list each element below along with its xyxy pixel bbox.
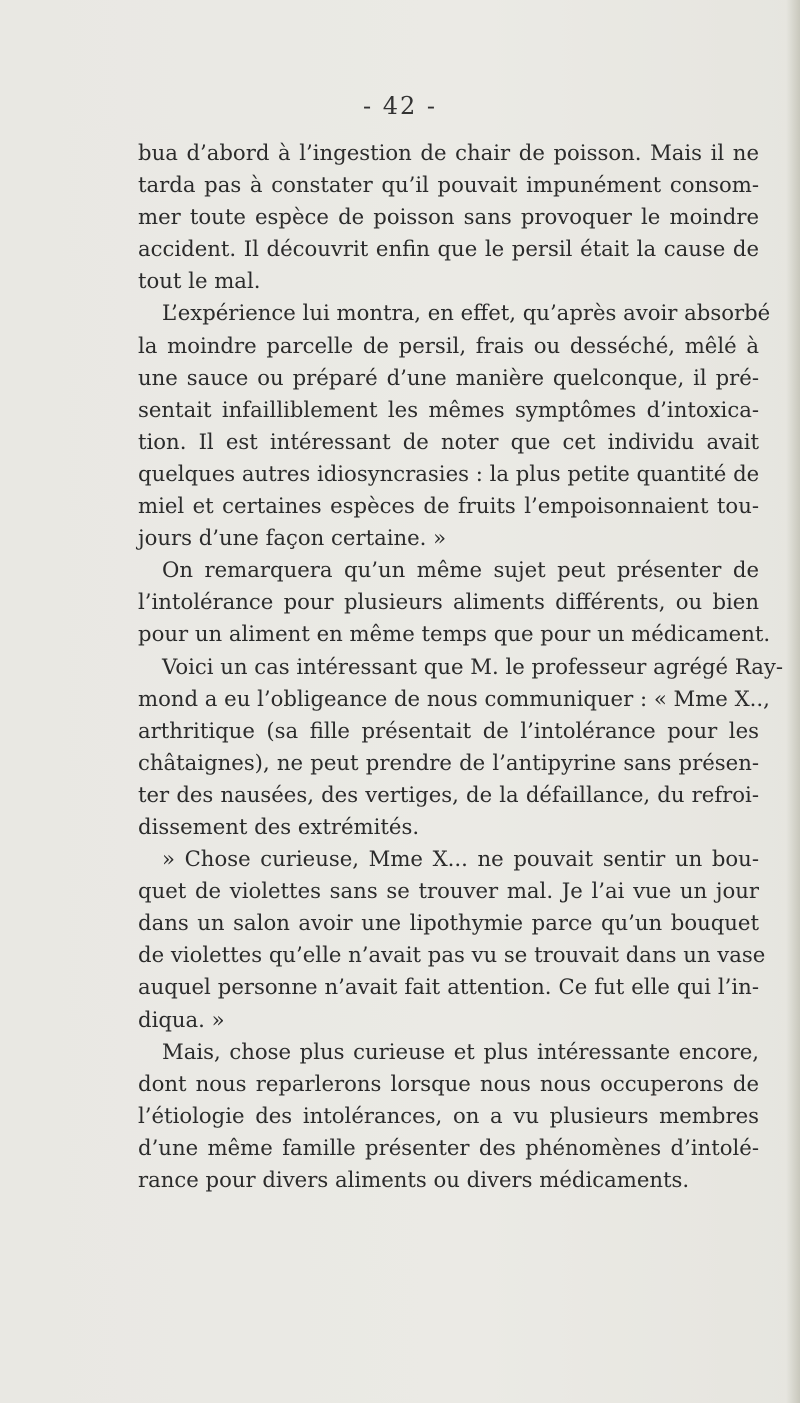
text-line: rance pour divers aliments ou divers médicaments. — [138, 1167, 690, 1192]
text-line: miel et certaines espèces de fruits l’empoisonnaient tou- — [138, 493, 759, 519]
page-edge-shadow — [786, 0, 800, 1403]
text-line: dissement des extrémités. — [138, 813, 420, 839]
text-line: diqua. » — [138, 1006, 225, 1032]
text-line: l’intolérance pour plusieurs aliments différents, ou bien — [138, 589, 759, 615]
text-line: bua d’abord à l’ingestion de chair de poisson. Mais il ne — [138, 140, 759, 165]
text-line: dont nous reparlerons lorsque nous nous occuperons de — [138, 1070, 759, 1096]
text-line: On remarquera qu’un même sujet peut présenter de — [162, 557, 759, 583]
text-line: accident. Il découvrit enfin que le persil était la cause de — [138, 236, 759, 262]
text-line: ter des nausées, des vertiges, de la défaillance, du refroi- — [138, 781, 759, 807]
text-line: Voici un cas intéressant que M. le professeur agrégé Ray- — [162, 653, 784, 679]
text-line: mond a eu l’obligeance de nous communiquer : « Mme X.., — [138, 685, 770, 711]
text-line: la moindre parcelle de persil, frais ou desséché, mêlé à — [138, 332, 759, 358]
text-line: sentait infailliblement les mêmes symptômes d’intoxica- — [138, 396, 759, 422]
page-number: - 42 - — [362, 92, 437, 120]
text-line: châtaignes), ne peut prendre de l’antipyrine sans présen- — [138, 749, 759, 775]
text-line: L’expérience lui montra, en effet, qu’après avoir absorbé — [162, 300, 771, 326]
text-line: quelques autres idiosyncrasies : la plus petite quantité de — [138, 460, 760, 486]
text-line: l’étiologie des intolérances, on a vu plusieurs membres — [138, 1102, 759, 1128]
text-line: pour un aliment en même temps que pour un médicament. — [138, 621, 771, 647]
text-line: jours d’une façon certaine. » — [138, 525, 447, 551]
text-line: tarda pas à constater qu’il pouvait impunément consom- — [138, 172, 759, 198]
text-line: une sauce ou préparé d’une manière quelconque, il pré- — [138, 364, 759, 390]
text-line: arthritique (sa fille présentait de l’intolérance pour les — [138, 717, 759, 743]
text-line: d’une même famille présenter des phénomènes d’intolé- — [138, 1134, 759, 1160]
text-line: Mais, chose plus curieuse et plus intéressante encore, — [162, 1038, 759, 1064]
text-line: dans un salon avoir une lipothymie parce qu’un bouquet — [138, 910, 759, 936]
text-line: tion. Il est intéressant de noter que cet individu avait — [138, 428, 759, 454]
text-line: mer toute espèce de poisson sans provoquer le moindre — [138, 204, 759, 230]
text-line: de violettes qu’elle n’avait pas vu se trouvait dans un vase — [138, 942, 766, 968]
text-line: tout le mal. — [138, 268, 261, 294]
text-line: quet de violettes sans se trouver mal. Je l’ai vue un jour — [138, 878, 759, 904]
text-line: auquel personne n’avait fait attention. Ce fut elle qui l’in- — [138, 974, 759, 1000]
text-line: » Chose curieuse, Mme X... ne pouvait sentir un bou- — [162, 846, 759, 872]
body-text — [138, 137, 784, 1196]
